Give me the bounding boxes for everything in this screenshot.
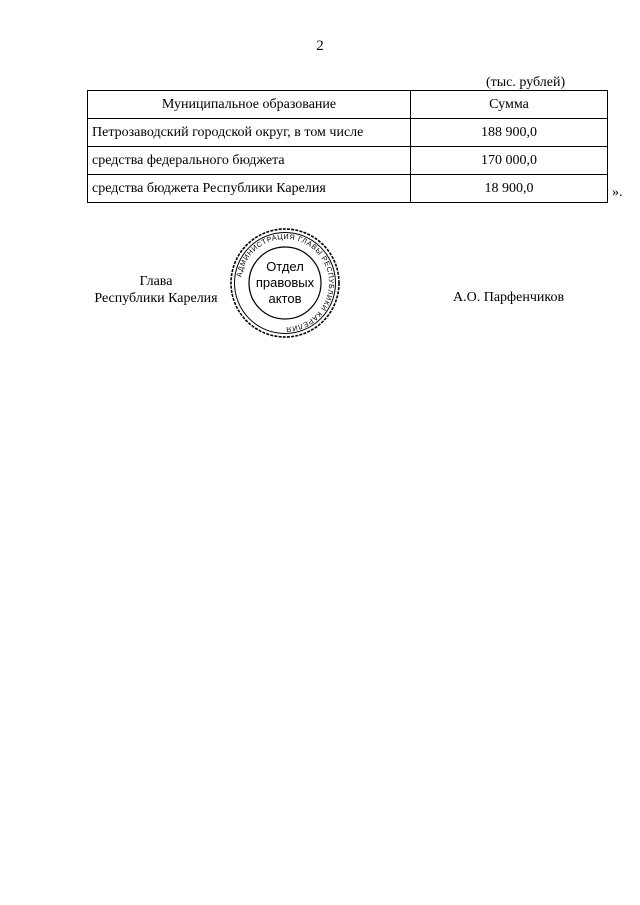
row-sum: 170 000,0 [411,147,608,175]
table-row [88,147,608,175]
closing-quote: ». [612,185,623,200]
stamp-center-line1: Отдел [266,259,304,274]
unit-note: (тыс. рублей) [486,75,566,90]
signer-name: А.О. Парфенчиков [453,290,565,305]
page-number: 2 [316,38,324,54]
stamp-center-line2: правовых [255,275,315,290]
official-stamp [229,227,341,339]
table-row [88,119,608,147]
row-sum: 18 900,0 [411,175,608,203]
stamp-center-line3: актов [268,291,302,306]
column-header-sum: Сумма [411,91,608,119]
table-row [88,175,608,203]
row-sum: 188 900,0 [411,119,608,147]
table-header-row [88,91,608,119]
signer-title-line1: Глава [139,274,173,289]
signer-title [86,273,226,307]
row-municipality: средства бюджета Республики Карелия [88,175,411,203]
row-municipality: Петрозаводский городской округ, в том числе [88,119,411,147]
signer-title-line2: Республики Карелия [94,291,218,306]
stamp-ring-text: АДМИНИСТРАЦИЯ ГЛАВЫ РЕСПУБЛИКИ КАРЕЛИЯ [234,231,337,335]
column-header-municipality: Муниципальное образование [88,91,411,119]
budget-table [87,90,608,203]
row-municipality: средства федерального бюджета [88,147,411,175]
